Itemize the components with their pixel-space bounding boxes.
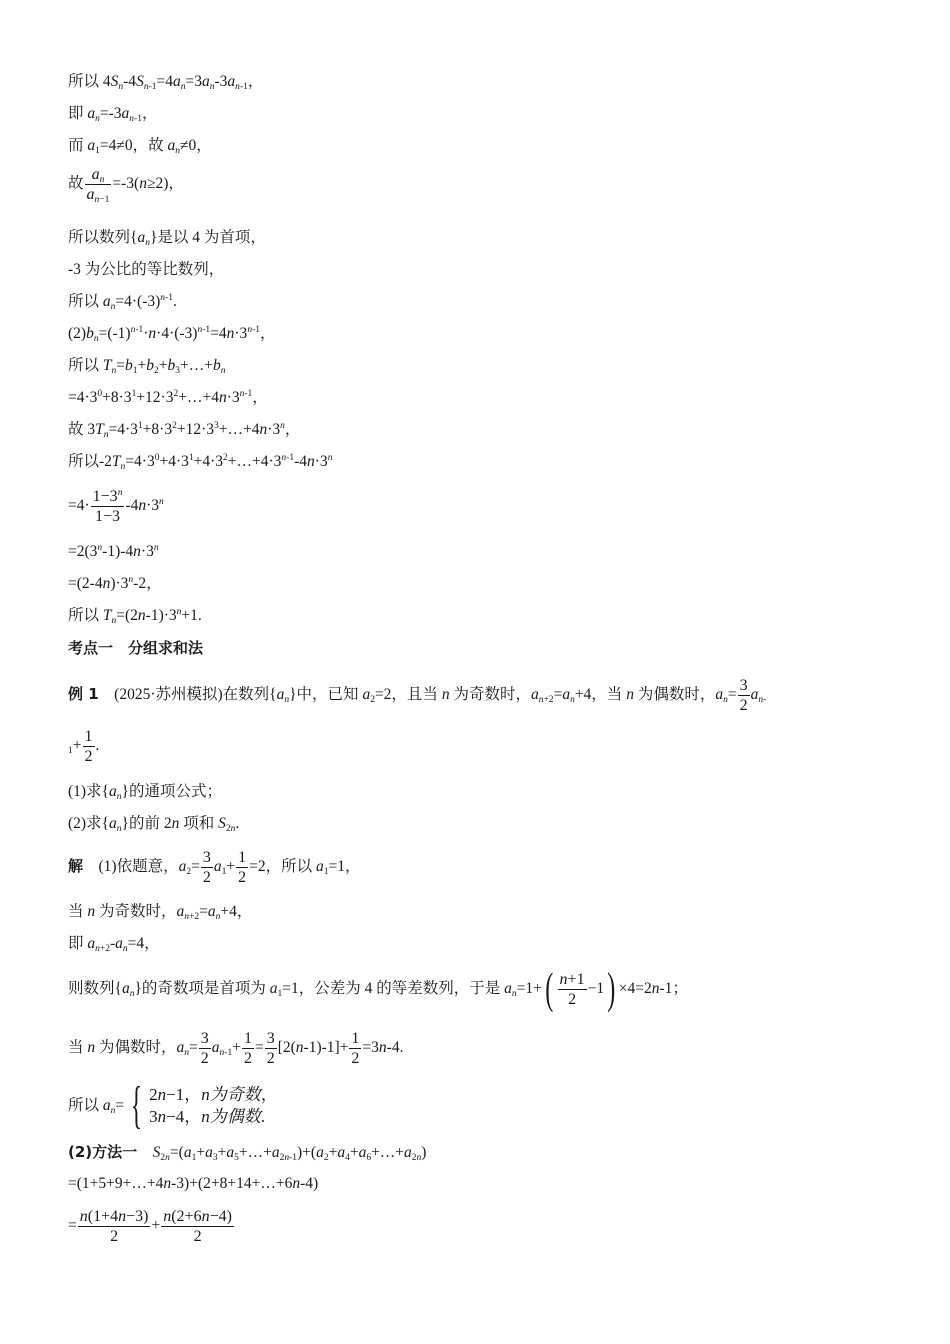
example-1-cont: $_1$+ $\frac{1}{2}$ . — [68, 727, 100, 765]
line-8: $(2)b_n=(-1)^{n-1}\cdot n\cdot 4\cdot(-3)^{n-1}=4n\cdot 3^{n-1}$， — [68, 325, 276, 344]
example-1: 例 1 (2025·苏州模拟)在数列$\{a_n\}$中，已知 $a_2=2$，且当 n 为奇数时，$a_{n+2}=a_n+4$，当 n 为偶数时，$a_n=$ $\frac{3}{2}$ $a_{n-}$ — [68, 676, 767, 714]
solution-5: 当 n 为偶数时，$a_n=$ $\frac{3}{2}$ $a_{n-1}+$ $\frac{1}{2}$ = $\frac{3}{2}$ [2(n-1)-1]+ $\frac{1}{2}$ =3n-4. — [68, 1029, 404, 1067]
piecewise-cases: 2n−1，n为奇数， 3n−4，n为偶数. — [149, 1085, 278, 1127]
fraction: $\frac{1}{2}$ — [243, 1029, 252, 1067]
line-15: $=(2-4n)\cdot 3^n-2$， — [68, 575, 162, 592]
section-heading: 考点一 分组求和法 — [68, 639, 204, 657]
solution-1: 解 (1)依题意，$a_2=$ $\frac{3}{2}$ $a_1+$ $\frac{1}{2}$ =2，所以 $a_1=1$， — [68, 848, 361, 886]
line-12: 所以$-2T_n=4\cdot 3^0+4\cdot 3^1+4\cdot 3^2+\dots+4\cdot 3^{n-1}-4n\cdot 3^n$ — [68, 453, 333, 472]
solution-4: 则数列$\{a_n\}$的奇数项是首项为 $a_1=1$，公差为 4 的等差数列，于是 $a_n=1+$( $\frac{n+1}{2}$ −1) ×4=2n-1； — [68, 964, 688, 1014]
line-13: =4· $\frac{1-3^n}{1-3}$ $-4n\cdot 3^n$ — [68, 487, 164, 525]
fraction: $\frac{3}{2}$ — [266, 1029, 275, 1067]
fraction: $\frac{1-3^n}{1-3}$ — [92, 487, 123, 525]
line-6: -3 为公比的等比数列， — [68, 261, 225, 278]
solution-9: = $\frac{n(1+4n-3)}{2}$ + $\frac{n(2+6n-4)}{2}$ — [68, 1207, 232, 1245]
line-16: 所以 $T_n=(2n-1)\cdot 3^n+1$. — [68, 607, 202, 626]
question-1: (1)求$\{a_n\}$的通项公式； — [68, 783, 222, 802]
solution-3: 即 $a_{n+2}-a_n=4$， — [68, 935, 160, 954]
line-3: 而 $a_1=4\ne 0$，故 $a_n\ne 0$， — [68, 137, 212, 156]
fraction: $\frac{1}{2}$ — [238, 848, 247, 886]
fraction: $\frac{1}{2}$ — [84, 727, 93, 765]
fraction: $\frac{n(2+6n-4)}{2}$ — [163, 1207, 232, 1245]
question-2: (2)求$\{a_n\}$的前 2n 项和 $S_{2n}$. — [68, 815, 240, 834]
line-9: 所以 $T_n=b_1+b_2+b_3+\dots+b_n$ — [68, 357, 226, 376]
line-4: 故 $\frac{a_n}{a_{n-1}}$ =-3(n≥2)， — [68, 165, 184, 205]
line-11: 故 $3T_n=4\cdot 3^1+8\cdot 3^2+12\cdot 3^3+\dots+4n\cdot 3^n$， — [68, 421, 301, 440]
solution-6: 所以 $a_n=$ { 2n−1，n为奇数， 3n−4，n为偶数. — [68, 1077, 278, 1135]
fraction: $\frac{3}{2}$ — [200, 1029, 209, 1067]
line-2: 即 $a_n=-3a_{n-1}$， — [68, 105, 158, 124]
fraction: $\frac{3}{2}$ — [739, 676, 748, 714]
fraction: $\frac{n+1}{2}$ — [559, 970, 585, 1008]
fraction: $\frac{1}{2}$ — [351, 1029, 360, 1067]
solution-2: 当 n 为奇数时，$a_{n+2}=a_n+4$， — [68, 903, 253, 922]
line-5: 所以数列$\{a_n\}$是以 4 为首项， — [68, 229, 266, 248]
line-14: $=2(3^n-1)-4n\cdot 3^n$ — [68, 543, 159, 560]
line-1: 所以 $4S_n-4S_{n-1}=4a_n=3a_n-3a_{n-1}$， — [68, 73, 264, 92]
line-10: $=4\cdot 3^0+8\cdot 3^1+12\cdot 3^2+\dots+4n\cdot 3^{n-1}$， — [68, 389, 268, 406]
fraction: $\frac{n(1+4n-3)}{2}$ — [79, 1207, 149, 1245]
solution-7: (2)方法一 $S_{2n}=(a_1+a_3+a_5+\dots+a_{2n-1})+(a_2+a_4+a_6+\dots+a_{2n})$ — [68, 1143, 427, 1163]
fraction: $\frac{3}{2}$ — [202, 848, 211, 886]
fraction: $\frac{a_n}{a_{n-1}}$ — [86, 165, 110, 205]
line-7: 所以 $a_n=4\cdot(-3)^{n-1}$. — [68, 293, 177, 312]
solution-8: =(1+5+9+…+4n-3)+(2+8+14+…+6n-4) — [68, 1175, 319, 1192]
